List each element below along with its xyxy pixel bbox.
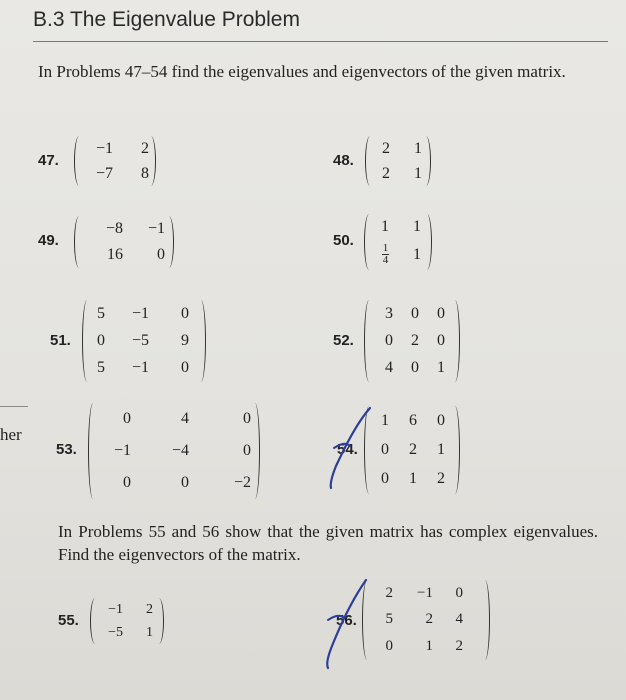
margin-rule [0, 406, 28, 407]
matrix-entry: −1 [131, 359, 149, 377]
matrix-entry: 1 [413, 245, 421, 263]
matrix-entry: 0 [411, 304, 419, 322]
section-title: B.3 The Eigenvalue Problem [33, 8, 300, 31]
matrix-entry: 1 [146, 624, 153, 640]
matrix-entry: 4 [385, 359, 393, 377]
matrix-entry: 5 [97, 304, 105, 322]
matrix-entry: 2 [385, 584, 393, 601]
right-paren [196, 300, 206, 382]
problem-52-matrix [364, 300, 460, 382]
matrix-entry: 5 [97, 359, 105, 377]
instructions-47-54: In Problems 47–54 find the eigenvalues and eigenvectors of the given matrix. [38, 62, 566, 81]
problem-54-matrix [364, 406, 460, 494]
matrix-entry: −5 [108, 624, 123, 640]
matrix-entry: 0 [381, 440, 389, 458]
fraction-denominator: 4 [382, 254, 389, 267]
matrix-entry: 1 [381, 411, 389, 429]
matrix-entry: 16 [107, 246, 123, 263]
instructions-55-56: In Problems 55 and 56 show that the given matrix has complex eigenvalues. Find the eigenvectors of the matrix. [58, 522, 598, 564]
matrix-entry: 6 [409, 411, 417, 429]
matrix-entry: 2 [141, 139, 149, 157]
right-paren [480, 580, 490, 660]
right-paren [250, 403, 260, 499]
matrix-entry: 0 [123, 410, 131, 427]
matrix-entry: 0 [243, 410, 251, 427]
matrix-entry: 0 [243, 442, 251, 459]
margin-text: her [0, 425, 22, 444]
matrix-entry-fraction [382, 243, 389, 266]
matrix-entry: 8 [141, 164, 149, 182]
pen-checkmark-54 [326, 404, 374, 494]
matrix-entry: 0 [97, 331, 105, 349]
matrix-entry: −1 [108, 601, 123, 617]
matrix-entry: −1 [95, 139, 113, 157]
matrix-entry: 0 [181, 474, 189, 491]
right-paren [154, 598, 164, 644]
matrix-entry: 3 [385, 304, 393, 322]
matrix-entry: 0 [157, 246, 165, 263]
matrix-entry: 4 [181, 410, 189, 427]
problem-55-number: 55. [58, 612, 79, 629]
pen-checkmark-56 [318, 576, 370, 674]
matrix-entry: 2 [409, 440, 417, 458]
matrix-entry: −1 [417, 584, 433, 601]
matrix-entry: 0 [123, 474, 131, 491]
problem-51-matrix [82, 300, 206, 382]
matrix-entry: 5 [385, 611, 393, 628]
problem-50-number: 50. [333, 232, 354, 249]
matrix-entry: 2 [437, 470, 445, 488]
matrix-entry: 0 [381, 470, 389, 488]
right-paren [164, 216, 174, 268]
matrix-entry: 1 [414, 139, 422, 157]
matrix-entry: 0 [181, 359, 189, 377]
matrix-entry: 4 [455, 611, 463, 628]
matrix-entry: 9 [181, 331, 189, 349]
matrix-entry: 0 [411, 359, 419, 377]
matrix-entry: 0 [455, 584, 463, 601]
matrix-entry: 1 [425, 638, 433, 655]
problem-47-number: 47. [38, 152, 59, 169]
matrix-entry: 0 [181, 304, 189, 322]
matrix-entry: −1 [131, 304, 149, 322]
problem-56-matrix [362, 580, 490, 660]
right-paren [422, 214, 432, 270]
matrix-entry: 2 [455, 638, 463, 655]
problem-48-number: 48. [333, 152, 354, 169]
right-paren [450, 300, 460, 382]
problem-49-number: 49. [38, 232, 59, 249]
right-paren [421, 136, 431, 186]
matrix-entry: 0 [385, 331, 393, 349]
matrix-entry: 1 [381, 217, 389, 235]
title-rule [33, 41, 608, 42]
matrix-entry: 2 [425, 611, 433, 628]
fraction-numerator: 1 [382, 242, 389, 255]
matrix-entry: −2 [233, 474, 251, 491]
problem-55-matrix [90, 598, 164, 644]
problem-50-matrix [364, 214, 432, 270]
problem-48-matrix [365, 136, 431, 186]
matrix-entry: 2 [146, 601, 153, 617]
matrix-entry: 2 [382, 164, 390, 182]
matrix-entry: 0 [437, 304, 445, 322]
matrix-entry: −1 [113, 442, 131, 459]
matrix-entry: 1 [414, 164, 422, 182]
matrix-entry: −1 [147, 220, 165, 237]
matrix-entry: 0 [437, 411, 445, 429]
matrix-entry: 1 [437, 359, 445, 377]
problem-53-number: 53. [56, 441, 77, 458]
problem-53-matrix [88, 403, 260, 499]
problem-56-number: 56. [336, 612, 357, 629]
problem-49-matrix [74, 216, 174, 268]
matrix-entry: 1 [437, 440, 445, 458]
matrix-entry: 1 [409, 470, 417, 488]
problem-54-number: 54. [337, 441, 358, 458]
matrix-entry: 1 [413, 217, 421, 235]
matrix-entry: −7 [95, 164, 113, 182]
matrix-entry: −4 [171, 442, 189, 459]
matrix-entry: −5 [131, 331, 149, 349]
matrix-entry: 0 [437, 331, 445, 349]
right-paren [450, 406, 460, 494]
matrix-entry: 2 [382, 139, 390, 157]
problem-51-number: 51. [50, 332, 71, 349]
problem-52-number: 52. [333, 332, 354, 349]
matrix-entry: 2 [411, 331, 419, 349]
problem-47-matrix [74, 136, 156, 186]
matrix-entry: −8 [105, 220, 123, 237]
matrix-entry: 0 [385, 638, 393, 655]
